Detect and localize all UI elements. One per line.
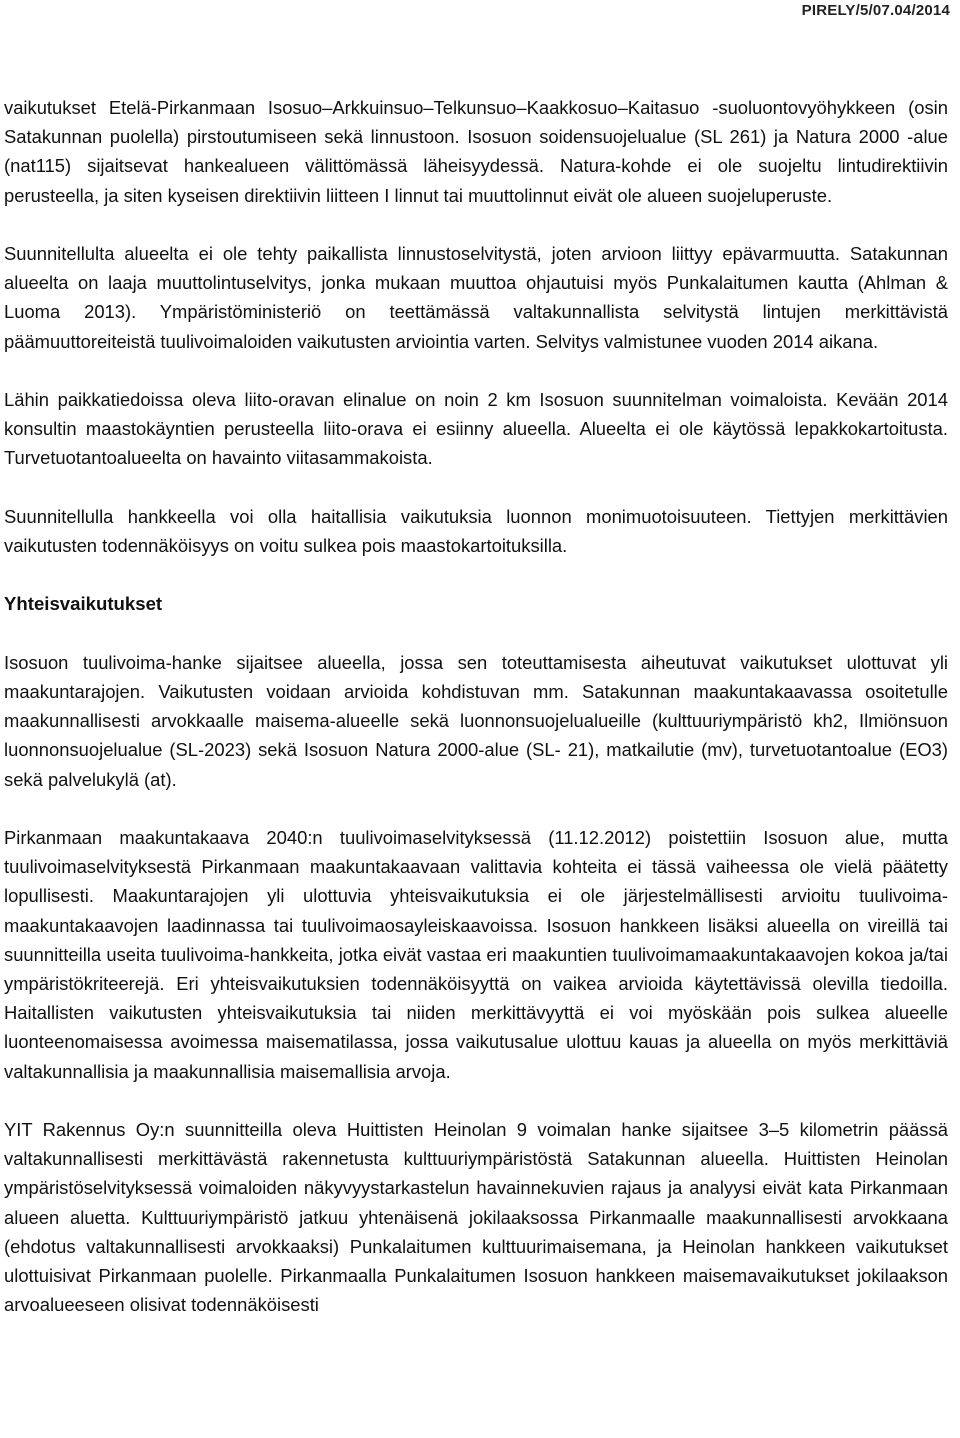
section-heading: Yhteisvaikutukset [4, 593, 163, 615]
paragraph-bird-impacts: vaikutukset Etelä-Pirkanmaan Isosuo–Arkkuinsuo–Telkunsuo–Kaakkosuo–Kaitasuo -suoluontovyöhykkeen (osin Satakunnan puolella) pirstoutumiseen sekä linnustoon. Isosuon soidensuojelualue (SL 261) ja Natura 2000 -alue (nat115) sijaitsevat hankealueen välittömässä läheisyydessä. Natura-kohde ei ole suojeltu lintudirektiivin perusteella, ja siten kyseisen direktiivin liitteen I linnut tai muuttolinnut eivät ole alueen suojeluperuste. [4, 97, 948, 206]
paragraph-bird-survey: Suunnitellulta alueelta ei ole tehty paikallista linnustoselvitystä, joten arvioon liittyy epävarmuutta. Satakunnan alueelta on laaja muuttolintuselvitys, jonka mukaan muuttoa ohjautuisi myös Punkalaitumen kautta (Ahlman & Luoma 2013). Ympäristöministeriö on teettämässä valtakunnallista selvitystä lintujen merkittävistä päämuuttoreiteistä tuulivoimaloiden vaikutusten arviointia varten. Selvitys valmistunee vuoden 2014 aikana. [4, 243, 948, 352]
paragraph-biodiversity: Suunnitellulla hankkeella voi olla haitallisia vaikutuksia luonnon monimuotoisuuteen. Tiettyjen merkittävien vaikutusten todennäköisyys on voitu sulkea pois maastokartoituksilla. [4, 505, 948, 556]
document-body [4, 93, 948, 1349]
paragraph-cross-border-impacts: Isosuon tuulivoima-hanke sijaitsee alueella, jossa sen toteuttamisesta aiheutuvat vaikutukset ulottuvat yli maakuntarajojen. Vaikutusten voidaan arvioida kohdistuvan mm. Satakunnan maakuntakaavassa osoitetulle maakunnallisesti arvokkaalle maisema-alueelle sekä luonnonsuojelualueille (kulttuuriympäristö kh2, Ilmiönsuon luonnonsuojelualue (SL-2023) sekä Isosuon Natura 2000-alue (SL- 21), matkailutie (mv), turvetuotantoalue (EO3) sekä palvelukylä (at). [4, 651, 948, 790]
paragraph-heinola-project: YIT Rakennus Oy:n suunnitteilla oleva Huittisten Heinolan 9 voimalan hanke sijaitsee 3–5 kilometrin päässä valtakunnallisesti merkittävästä rakennetusta kulttuuriympäristöstä Satakunnan alueella. Huittisten Heinolan ympäristöselvityksessä voimaloiden näkyvyystarkastelun havainnekuvien rajaus ja analyysi eivät kata Pirkanmaan alueen aluetta. Kulttuuriympäristö jatkuu yhtenäisenä jokilaaksossa Pirkanmaalle maakunnallisesti arvokkaana (ehdotus valtakunnallisesti arvokkaaksi) Punkalaitumen kulttuurimaisemana, ja Heinolan hankkeen vaikutukset ulottuisivat Pirkanmaan puolelle. Pirkanmaalla Punkalaitumen Isosuon hankkeen maisemavaikutukset jokilaakson arvoalueeseen olisivat todennäköisesti [4, 1119, 948, 1316]
paragraph-flying-squirrel: Lähin paikkatiedoissa oleva liito-oravan elinalue on noin 2 km Isosuon suunnitelman voimaloista. Kevään 2014 konsultin maastokäyntien perusteella liito-orava ei esiinny alueella. Alueelta ei ole käytössä lepakkokartoitusta. Turvetuotantoalueelta on havainto viitasammakoista. [4, 389, 948, 469]
paragraph-regional-plan: Pirkanmaan maakuntakaava 2040:n tuulivoimaselvityksessä (11.12.2012) poistettiin Isosuon alue, mutta tuulivoimaselvityksestä Pirkanmaan maakuntakaavaan valittavia kohteita ei tässä vaiheessa ole vielä päätetty lopullisesti. Maakuntarajojen yli ulottuvia yhteisvaikutuksia ei ole järjestelmällisesti arvioitu tuulivoima-maakuntakaavojen laadinnassa tai tuulivoimaosayleiskaavoissa. Isosuon hankkeen lisäksi alueella on vireillä tai suunnitteilla useita tuulivoima-hankkeita, jotka eivät vastaa eri maakuntien tuulivoimamaakuntakaavojen kokoa ja/tai ympäristökriteerejä. Eri yhteisvaikutuksien todennäköisyyttä on vaikea arvioida käytettävissä olevilla tiedoilla. Haitallisten vaikutusten yhteisvaikutuksia tai niiden merkittävyyttä ei voi myöskään pois sulkea alueelle luonteenomaisessa avoimessa maisematilassa, jossa vaikutusalue ulottuu kauas ja alueella on myös merkittäviä valtakunnallisia ja maakunnallisia maisemallisia arvoja. [4, 826, 948, 1082]
document-reference: PIRELY/5/07.04/2014 [801, 2, 950, 19]
